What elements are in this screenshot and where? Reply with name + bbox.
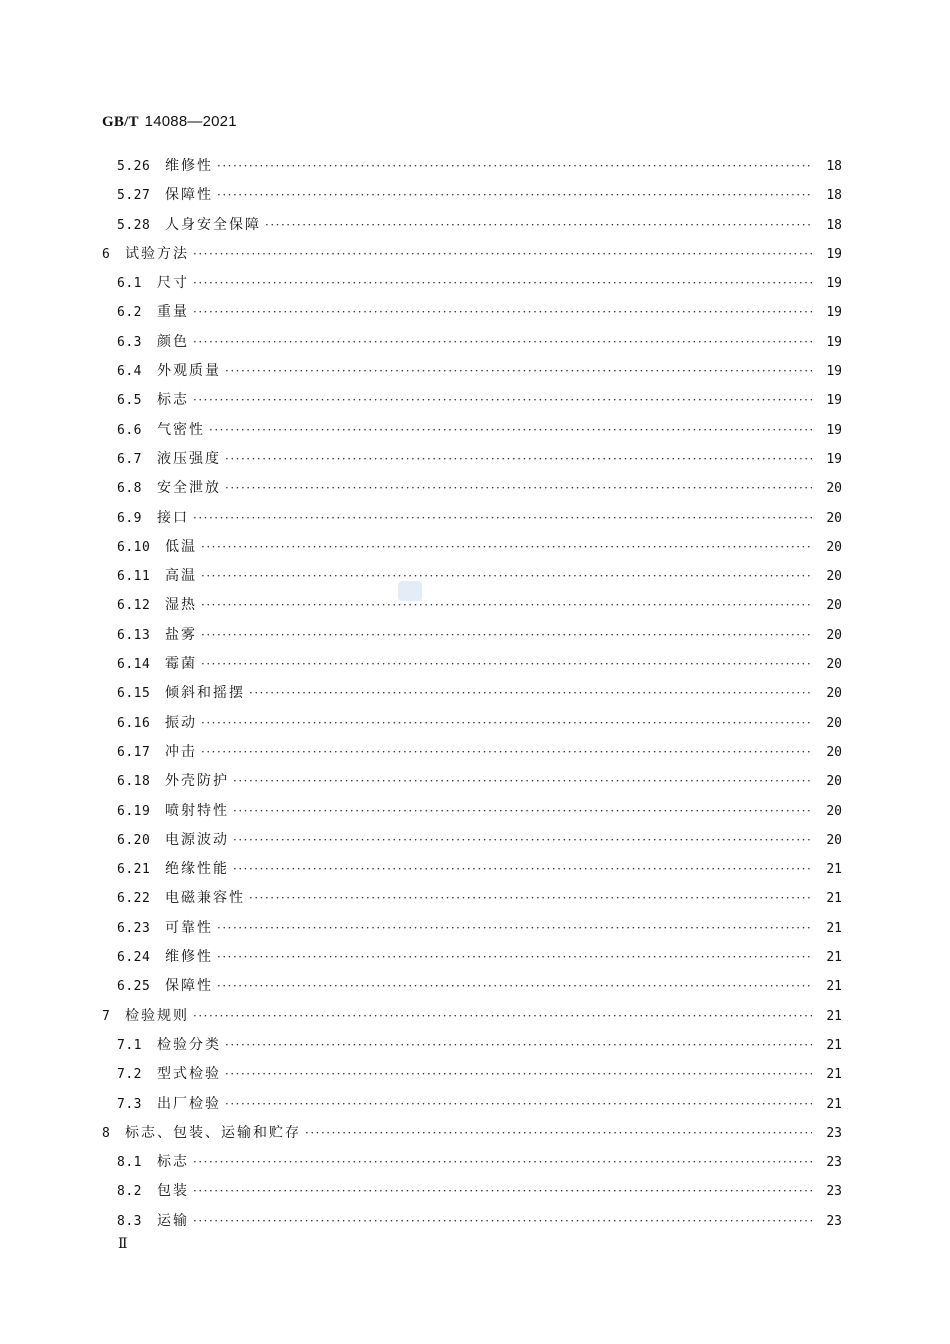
toc-entry-page: 21	[826, 862, 842, 878]
toc-leader-dots	[217, 914, 812, 943]
toc-entry[interactable]	[102, 884, 842, 913]
toc-leader-dots	[217, 943, 812, 972]
toc-entry-number: 6.19	[117, 803, 151, 819]
toc-leader-dots	[201, 738, 812, 767]
toc-entry-title: 维修性	[165, 158, 213, 174]
toc-entry[interactable]	[102, 1090, 842, 1119]
toc-entry[interactable]	[102, 328, 842, 357]
toc-leader-dots	[193, 269, 812, 298]
toc-entry-title: 标志、包装、运输和贮存	[125, 1124, 301, 1141]
toc-entry-number: 6.25	[117, 979, 151, 995]
toc-leader-dots	[201, 709, 812, 738]
toc-entry-number: 6.23	[117, 920, 151, 936]
toc-leader-dots	[201, 621, 812, 650]
toc-entry-title: 倾斜和摇摆	[165, 685, 245, 702]
toc-entry-number: 6.7	[117, 451, 142, 467]
toc-entry[interactable]	[102, 1119, 842, 1148]
toc-entry-title: 冲击	[165, 743, 197, 760]
toc-entry-title: 盐雾	[165, 626, 197, 643]
toc-entry[interactable]	[102, 298, 842, 327]
toc-entry-number: 6.17	[117, 744, 151, 760]
toc-entry-title: 液压强度	[157, 450, 221, 467]
toc-entry-title: 保障性	[165, 187, 213, 204]
toc-entry-title: 型式检验	[157, 1066, 221, 1083]
toc-entry-title: 可靠性	[165, 919, 213, 936]
toc-entry-title: 标志	[157, 1154, 189, 1171]
toc-leader-dots	[249, 679, 812, 708]
toc-entry-title: 喷射特性	[165, 802, 229, 819]
toc-entry-title: 高温	[165, 568, 197, 585]
toc-entry-page: 19	[826, 422, 842, 438]
toc-leader-dots	[249, 884, 812, 913]
toc-entry-page: 20	[826, 598, 842, 614]
toc-entry[interactable]	[102, 533, 842, 562]
document-header	[102, 112, 237, 131]
page-number: Ⅱ	[118, 1237, 128, 1252]
toc-entry-number: 8.1	[117, 1155, 142, 1171]
toc-entry-title: 标志	[157, 392, 189, 409]
toc-entry-number: 6.4	[117, 364, 142, 380]
toc-entry-title: 维修性	[165, 949, 213, 966]
toc-leader-dots	[193, 1207, 812, 1236]
toc-entry-page: 20	[826, 803, 842, 819]
toc-entry[interactable]	[102, 416, 842, 445]
toc-entry-page: 18	[826, 188, 842, 204]
toc-entry-page: 23	[826, 1184, 842, 1200]
toc-entry-page: 21	[826, 1096, 842, 1112]
toc-entry-number: 6.6	[117, 422, 142, 438]
toc-entry-page: 20	[826, 744, 842, 760]
toc-entry-title: 包装	[157, 1183, 189, 1200]
toc-entry-number: 6.12	[117, 598, 151, 614]
toc-entry[interactable]	[102, 591, 842, 620]
toc-entry-page: 21	[826, 979, 842, 995]
toc-entry-number: 6.5	[117, 393, 142, 409]
toc-entry-page: 23	[826, 1213, 842, 1229]
toc-leader-dots	[193, 298, 812, 327]
toc-entry-title: 人身安全保障	[165, 216, 261, 233]
toc-entry-page: 20	[826, 569, 842, 585]
toc-entry-number: 6.1	[117, 276, 142, 292]
toc-entry[interactable]	[102, 269, 842, 298]
toc-entry-title: 安全泄放	[157, 480, 221, 497]
toc-leader-dots	[305, 1119, 812, 1148]
toc-entry-number: 6.21	[117, 862, 151, 878]
toc-leader-dots	[233, 826, 812, 855]
toc-entry-number: 5.28	[117, 217, 151, 233]
toc-entry-number: 6.10	[117, 539, 151, 555]
toc-entry[interactable]	[102, 504, 842, 533]
toc-entry-title: 试验方法	[125, 245, 189, 262]
toc-leader-dots	[225, 1060, 812, 1089]
toc-entry[interactable]	[102, 767, 842, 796]
toc-entry-page: 20	[826, 481, 842, 497]
toc-entry-page: 23	[826, 1125, 842, 1141]
toc-entry-page: 21	[826, 920, 842, 936]
toc-entry-title: 低温	[165, 538, 197, 555]
toc-leader-dots	[193, 504, 812, 533]
toc-entry-page: 21	[826, 950, 842, 966]
toc-entry[interactable]	[102, 621, 842, 650]
toc-entry-number: 6.18	[117, 774, 151, 790]
toc-entry-number: 6.22	[117, 891, 151, 907]
toc-leader-dots	[193, 328, 812, 357]
toc-entry-title: 湿热	[165, 597, 197, 614]
toc-entry-title: 外观质量	[157, 363, 221, 380]
toc-leader-dots	[193, 1177, 812, 1206]
toc-leader-dots	[193, 240, 812, 269]
toc-entry-title: 运输	[157, 1212, 189, 1229]
toc-entry[interactable]	[102, 357, 842, 386]
toc-leader-dots	[201, 650, 812, 679]
toc-leader-dots	[209, 416, 812, 445]
toc-entry-number: 6.2	[117, 305, 142, 321]
toc-entry[interactable]	[102, 1060, 842, 1089]
toc-entry-title: 检验分类	[157, 1036, 221, 1053]
toc-entry[interactable]	[102, 943, 842, 972]
toc-entry-number: 8	[102, 1125, 111, 1141]
toc-entry-number: 6.14	[117, 657, 151, 673]
toc-entry-page: 21	[826, 1067, 842, 1083]
toc-entry-title: 出厂检验	[157, 1095, 221, 1112]
toc-entry-title: 尺寸	[157, 275, 189, 292]
toc-entry-page: 19	[826, 364, 842, 380]
toc-entry[interactable]	[102, 826, 842, 855]
toc-entry-number: 8.2	[117, 1184, 142, 1200]
toc-leader-dots	[233, 767, 812, 796]
toc-leader-dots	[201, 533, 812, 562]
toc-entry-title: 保障性	[165, 978, 213, 995]
toc-leader-dots	[225, 357, 812, 386]
toc-leader-dots	[265, 211, 812, 240]
toc-entry[interactable]	[102, 1002, 842, 1031]
toc-entry-page: 21	[826, 1037, 842, 1053]
toc-entry[interactable]	[102, 1031, 842, 1060]
toc-leader-dots	[233, 855, 812, 884]
toc-entry-title: 电源波动	[165, 831, 229, 848]
toc-leader-dots	[201, 562, 812, 591]
toc-entry-number: 7	[102, 1008, 111, 1024]
toc-entry-number: 7.1	[117, 1037, 142, 1053]
toc-leader-dots	[225, 445, 812, 474]
toc-leader-dots	[225, 474, 812, 503]
toc-entry-page: 21	[826, 1008, 842, 1024]
toc-entry-number: 5.27	[117, 188, 151, 204]
toc-entry-number: 7.2	[117, 1067, 142, 1083]
toc-entry-number: 6.24	[117, 950, 151, 966]
toc-entry[interactable]	[102, 738, 842, 767]
toc-entry-number: 6.11	[117, 569, 151, 585]
toc-entry[interactable]	[102, 211, 842, 240]
toc-entry[interactable]	[102, 181, 842, 210]
toc-entry[interactable]	[102, 1207, 842, 1236]
toc-entry-title: 颜色	[157, 333, 189, 350]
toc-entry-page: 21	[826, 891, 842, 907]
toc-entry-page: 20	[826, 539, 842, 555]
toc-leader-dots	[225, 1031, 812, 1060]
toc-entry-page: 19	[826, 334, 842, 350]
toc-entry[interactable]	[102, 562, 842, 591]
toc-entry-page: 19	[826, 246, 842, 262]
toc-entry-page: 19	[826, 451, 842, 467]
toc-entry-title: 外壳防护	[165, 773, 229, 790]
toc-entry[interactable]	[102, 972, 842, 1001]
toc-entry-title: 振动	[165, 714, 197, 731]
table-of-contents	[102, 152, 842, 1236]
toc-entry-page: 20	[826, 686, 842, 702]
toc-entry-number: 6.8	[117, 481, 142, 497]
toc-entry[interactable]	[102, 474, 842, 503]
toc-entry-page: 18	[826, 159, 842, 174]
toc-entry-title: 检验规则	[125, 1007, 189, 1024]
toc-entry-page: 20	[826, 774, 842, 790]
toc-entry[interactable]	[102, 1177, 842, 1206]
toc-entry-number: 6.15	[117, 686, 151, 702]
toc-entry-number: 6.3	[117, 334, 142, 350]
toc-entry-title: 霉菌	[165, 656, 197, 673]
toc-entry[interactable]	[102, 855, 842, 884]
toc-entry-page: 20	[826, 510, 842, 526]
toc-entry[interactable]	[102, 797, 842, 826]
toc-leader-dots	[217, 152, 812, 181]
toc-entry-title: 接口	[157, 509, 189, 526]
toc-leader-dots	[217, 181, 812, 210]
toc-leader-dots	[193, 386, 812, 415]
toc-entry-page: 19	[826, 276, 842, 292]
toc-entry-title: 气密性	[157, 421, 205, 438]
toc-entry[interactable]	[102, 386, 842, 415]
toc-leader-dots	[233, 797, 812, 826]
toc-entry-page: 19	[826, 393, 842, 409]
toc-entry-page: 20	[826, 657, 842, 673]
toc-entry[interactable]	[102, 679, 842, 708]
toc-entry-number: 6.13	[117, 627, 151, 643]
toc-entry-number: 6.9	[117, 510, 142, 526]
toc-entry[interactable]	[102, 914, 842, 943]
toc-leader-dots	[225, 1090, 812, 1119]
toc-entry-title: 绝缘性能	[165, 861, 229, 878]
toc-entry-title: 重量	[157, 304, 189, 321]
toc-entry-page: 20	[826, 832, 842, 848]
toc-entry[interactable]	[102, 1148, 842, 1177]
toc-leader-dots	[201, 591, 812, 620]
toc-leader-dots	[217, 972, 812, 1001]
toc-entry[interactable]	[102, 152, 842, 181]
toc-leader-dots	[193, 1148, 812, 1177]
toc-entry[interactable]	[102, 240, 842, 269]
toc-entry-page: 19	[826, 305, 842, 321]
toc-entry-page: 23	[826, 1155, 842, 1171]
toc-entry-page: 18	[826, 217, 842, 233]
toc-entry-number: 6.16	[117, 715, 151, 731]
toc-entry-number: 6.20	[117, 832, 151, 848]
toc-entry-page: 20	[826, 715, 842, 731]
toc-entry-number: 7.3	[117, 1096, 142, 1112]
toc-entry-number: 5.26	[117, 159, 151, 174]
toc-entry-number: 6	[102, 246, 111, 262]
toc-entry[interactable]	[102, 709, 842, 738]
toc-entry-page: 20	[826, 627, 842, 643]
standard-number: 14088—2021	[144, 113, 237, 130]
toc-entry-number: 8.3	[117, 1213, 142, 1229]
toc-leader-dots	[193, 1002, 812, 1031]
standard-code: GB/T	[102, 114, 139, 130]
toc-entry[interactable]	[102, 445, 842, 474]
toc-entry[interactable]	[102, 650, 842, 679]
toc-entry-title: 电磁兼容性	[165, 890, 245, 907]
